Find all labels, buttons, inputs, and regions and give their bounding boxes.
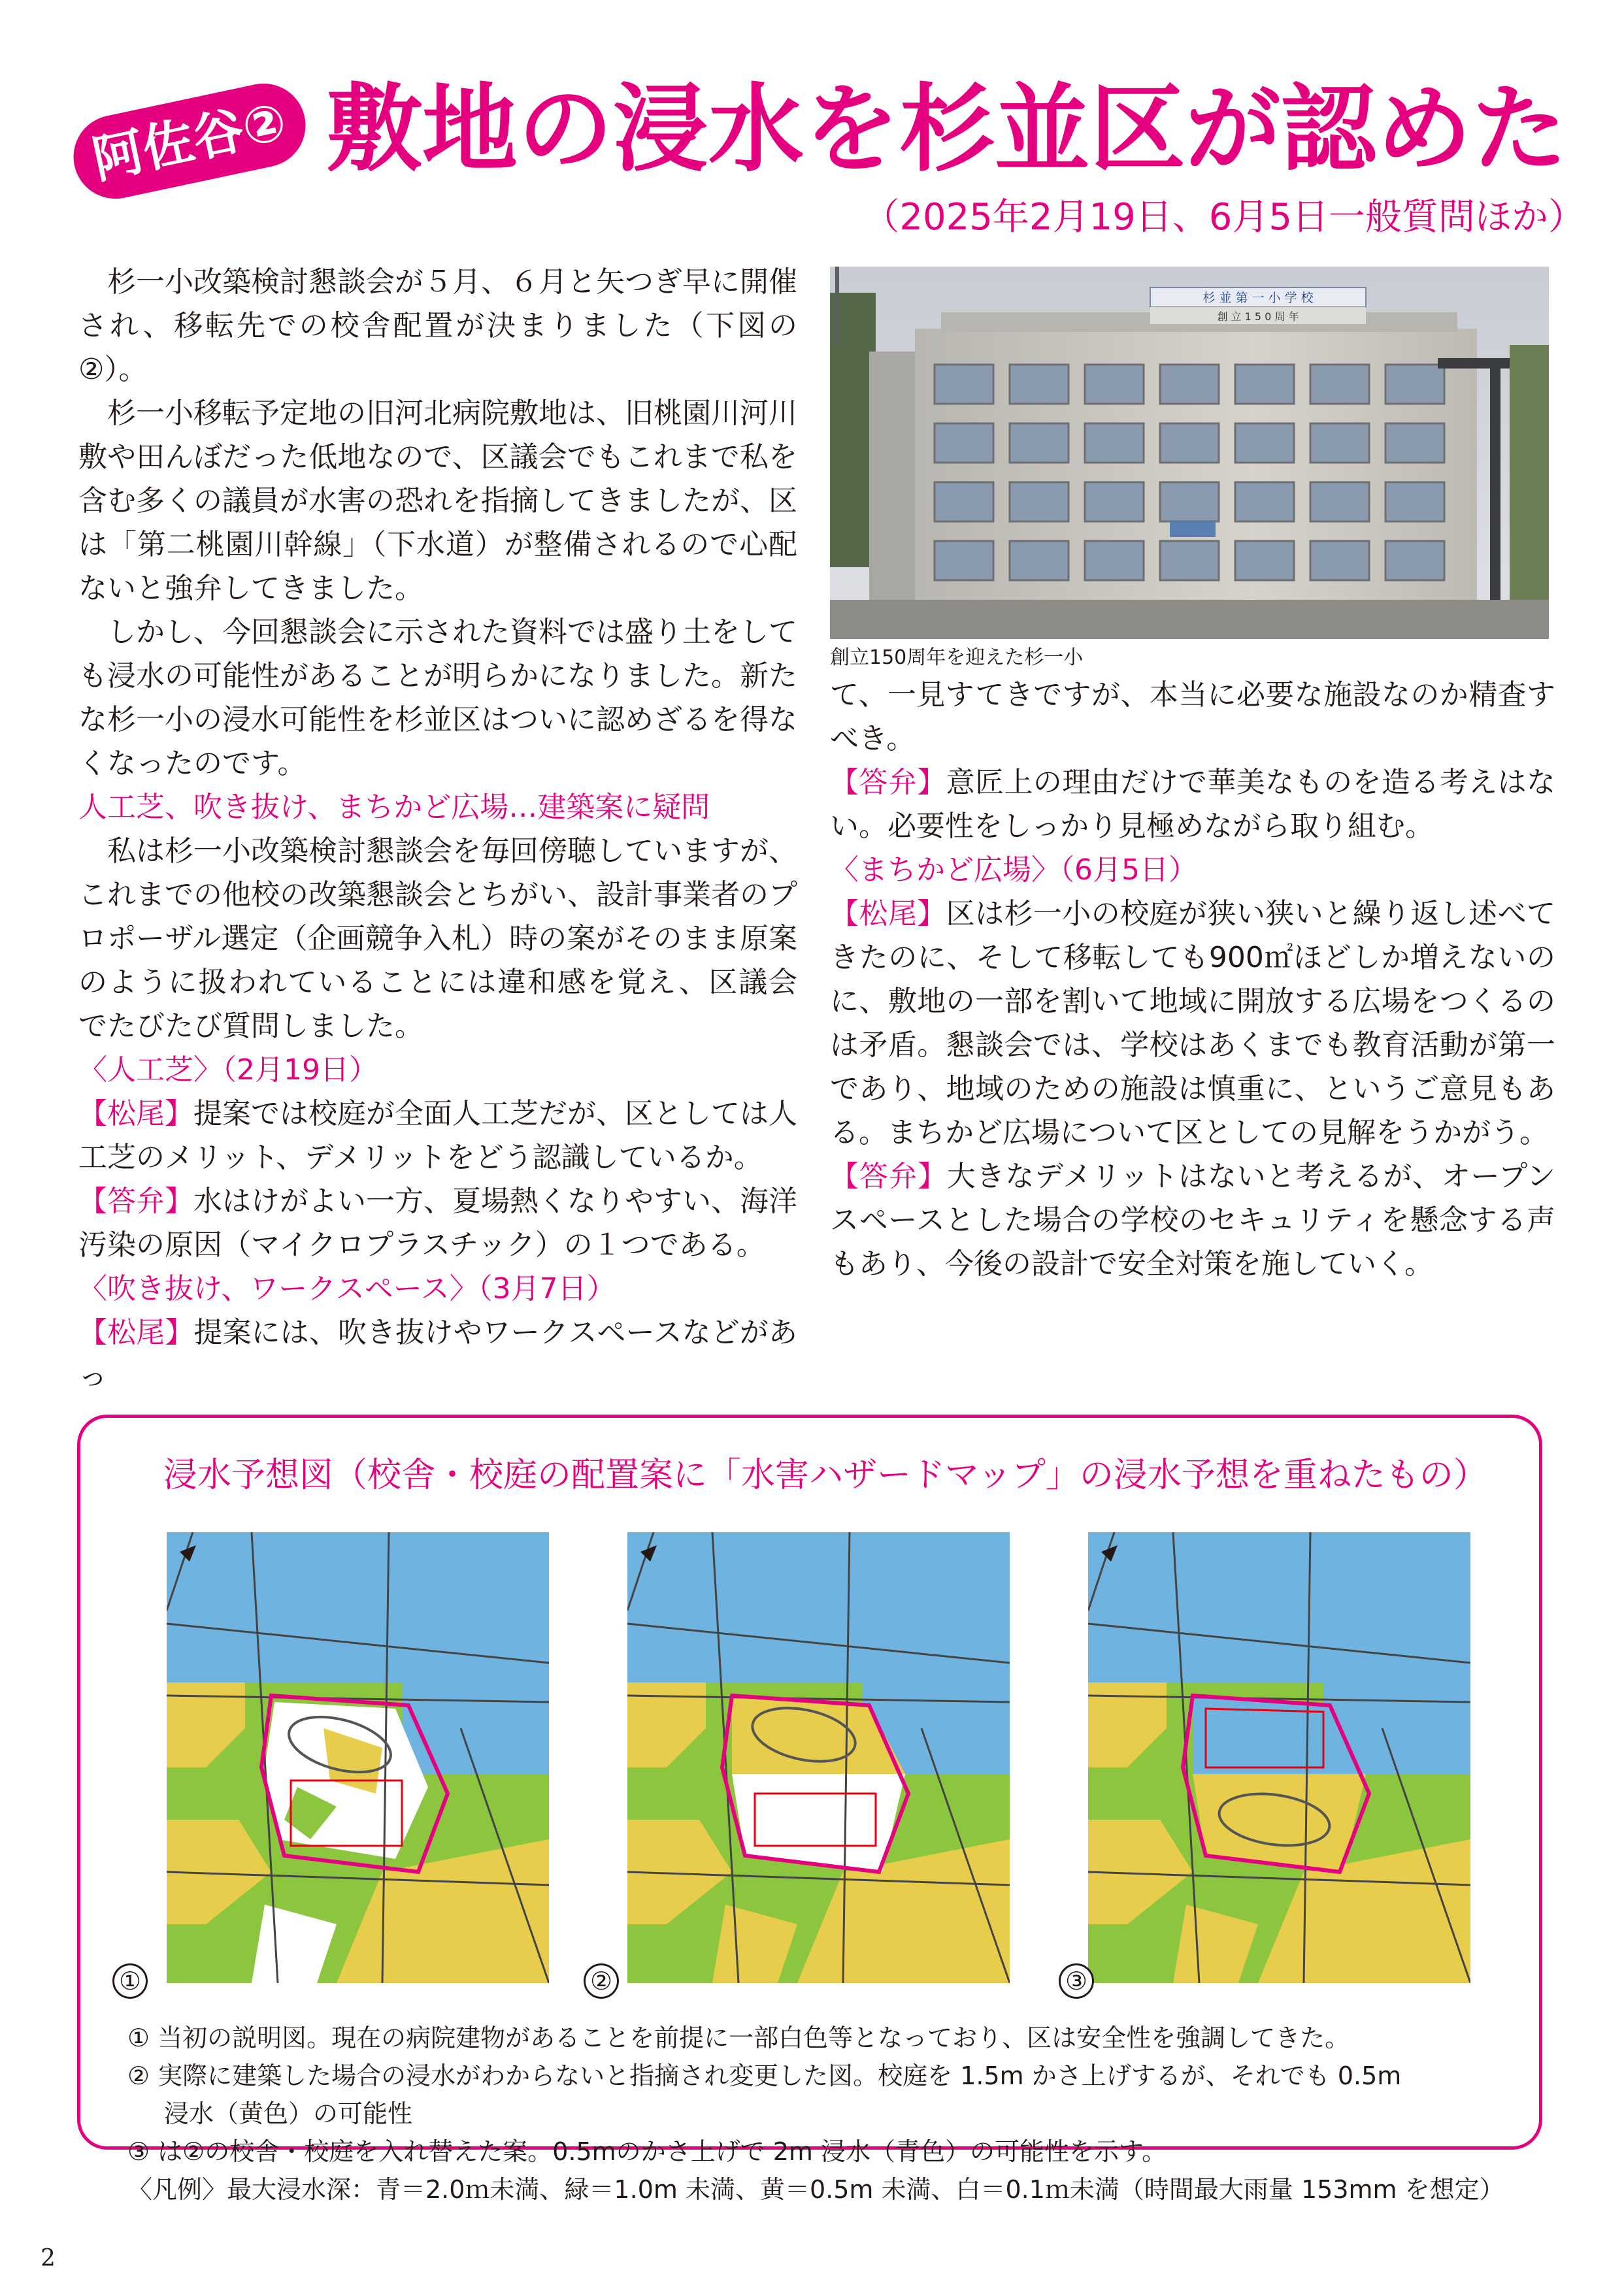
answer-turf: [78, 1179, 797, 1267]
map-number-3: ③: [1059, 1963, 1094, 1999]
school-sign-text: 杉 並 第 一 小 学 校: [1202, 291, 1314, 305]
photo-caption: 創立150周年を迎えた杉一小: [830, 646, 1084, 669]
flood-map-notes: [127, 2019, 1504, 2208]
question-atrium: [78, 1311, 797, 1398]
school-photo: [830, 267, 1549, 672]
page-number: 2: [41, 2245, 56, 2272]
question-plaza: [830, 892, 1555, 1155]
note-2: ② 実際に建築した場合の浸水がわからないと指摘され変更した図。校庭を 1.5m かさ上げするが、それでも 0.5m: [127, 2061, 1402, 2090]
question-text: 提案では校庭が全面人工芝だが、区としては人工芝のメリット、デメリットをどう認識しているか。: [78, 1097, 797, 1174]
paragraph-2: 杉一小移転予定地の旧河北病院敷地は、旧桃園川河川敷や田んぼだった低地なので、区議会でもこれまで私を含む多くの議員が水害の恐れを指摘してきましたが、区は「第二桃園川幹線」（下水道）が整備されるので心配ないと強弁してきました。: [78, 397, 797, 605]
legend-note: 〈凡例〉最大浸水深：青＝2.0ｍ未満、緑＝1.0m 未満、黄＝0.5m 未満、白＝0.1ｍ未満（時間最大雨量 153mm を想定）: [127, 2175, 1504, 2204]
map-number-1: ①: [112, 1963, 148, 1999]
speaker-label: 【答弁】: [830, 766, 946, 799]
flood-map-3: [1088, 1532, 1470, 1983]
note-2-continued: 浸水（黄色）の可能性: [164, 2099, 413, 2128]
paragraph-3: しかし、今回懇談会に示された資料では盛り土をしても浸水の可能性があることが明らかになりました。新たな杉一小の浸水可能性を杉並区はついに認めざるを得なくなったのです。: [78, 615, 797, 780]
question-heading-atrium: 〈吹き抜け、ワークスペース〉（3月7日）: [78, 1272, 616, 1305]
answer-text: 意匠上の理由だけで華美なものを造る考えはない。必要性をしっかり見極めながら取り組む。: [830, 766, 1556, 843]
anniversary-sign-text: 創 立 1 5 0 周 年: [1217, 310, 1299, 323]
map-number-2: ②: [584, 1963, 619, 1999]
left-column: [78, 260, 797, 1398]
paragraph-1: 杉一小改築検討懇談会が５月、６月と矢つぎ早に開催され、移転先での校舎配置が決まりました（下図の②）。: [78, 265, 797, 386]
answer-atrium: [830, 761, 1555, 848]
flood-map-2: [627, 1532, 1010, 1983]
speaker-label: 【松尾】: [78, 1097, 193, 1130]
date-subtitle: （2025年2月19日、6月5日一般質問ほか）: [863, 196, 1585, 238]
question-heading-turf: 〈人工芝〉（2月19日）: [78, 1053, 378, 1087]
note-3: ③ は②の校舎・校庭を入れ替えた案。0.5mのかさ上げで 2m 浸水（青色）の可能性を示す。: [127, 2137, 1167, 2166]
section-tag: 阿佐谷②: [66, 76, 314, 206]
flood-map-title: 浸水予想図（校舎・校庭の配置案に「水害ハザードマップ」の浸水予想を重ねたもの）: [163, 1456, 1487, 1495]
hazard-map-plan-2: [627, 1532, 1010, 1983]
school-building-image: [830, 267, 1549, 639]
hazard-map-plan-3: [1088, 1532, 1470, 1983]
speaker-label: 【松尾】: [830, 897, 946, 930]
speaker-label: 【答弁】: [830, 1160, 947, 1193]
note-1: ① 当初の説明図。現在の病院建物があることを前提に一部白色等となっており、区は安全性を強調してきた。: [127, 2024, 1350, 2052]
flood-map-1: [167, 1532, 549, 1983]
question-text: 区は杉一小の校庭が狭い狭いと繰り返し述べてきたのに、そして移転しても900㎡ほどしか増えないのに、敷地の一部を割いて地域に開放する広場をつくるのは矛盾。懇談会では、学校はあくまでも教育活動が第一であり、地域のための施設は慎重に、というご意見もある。まちかど広場について区としての見解をうかがう。: [830, 897, 1556, 1149]
question-turf: [78, 1092, 797, 1179]
section-heading: 人工芝、吹き抜け、まちかど広場…建築案に疑問: [78, 791, 710, 824]
answer-plaza: [830, 1155, 1555, 1286]
speaker-label: 【答弁】: [78, 1185, 193, 1218]
question-text: 提案には、吹き抜けやワークスペースなどがあっ: [78, 1316, 798, 1393]
right-column: [830, 673, 1555, 1286]
paragraph-4: 私は杉一小改築検討懇談会を毎回傍聴していますが、これまでの他校の改築懇談会とちがい、設計事業者のプロポーザル選定（企画競争入札）時の案がそのまま原案のように扱われていることには違和感を覚え、区議会でたびたび質問しました。: [78, 834, 797, 1043]
answer-text: 水はけがよい一方、夏場熱くなりやすい、海洋汚染の原因（マイクロプラスチック）の１つである。: [78, 1185, 797, 1262]
page-title: 敷地の浸水を杉並区が認めた: [327, 74, 1567, 185]
hazard-map-plan-1: [167, 1532, 549, 1983]
speaker-label: 【松尾】: [78, 1316, 194, 1349]
answer-text: 大きなデメリットはないと考えるが、オープンスペースとした場合の学校のセキュリティを懸念する声もあり、今後の設計で安全対策を施していく。: [830, 1160, 1555, 1281]
question-atrium-continued: て、一見すてきですが、本当に必要な施設なのか精査すべき。: [830, 678, 1555, 755]
question-heading-plaza: 〈まちかど広場〉（6月5日）: [830, 853, 1197, 887]
